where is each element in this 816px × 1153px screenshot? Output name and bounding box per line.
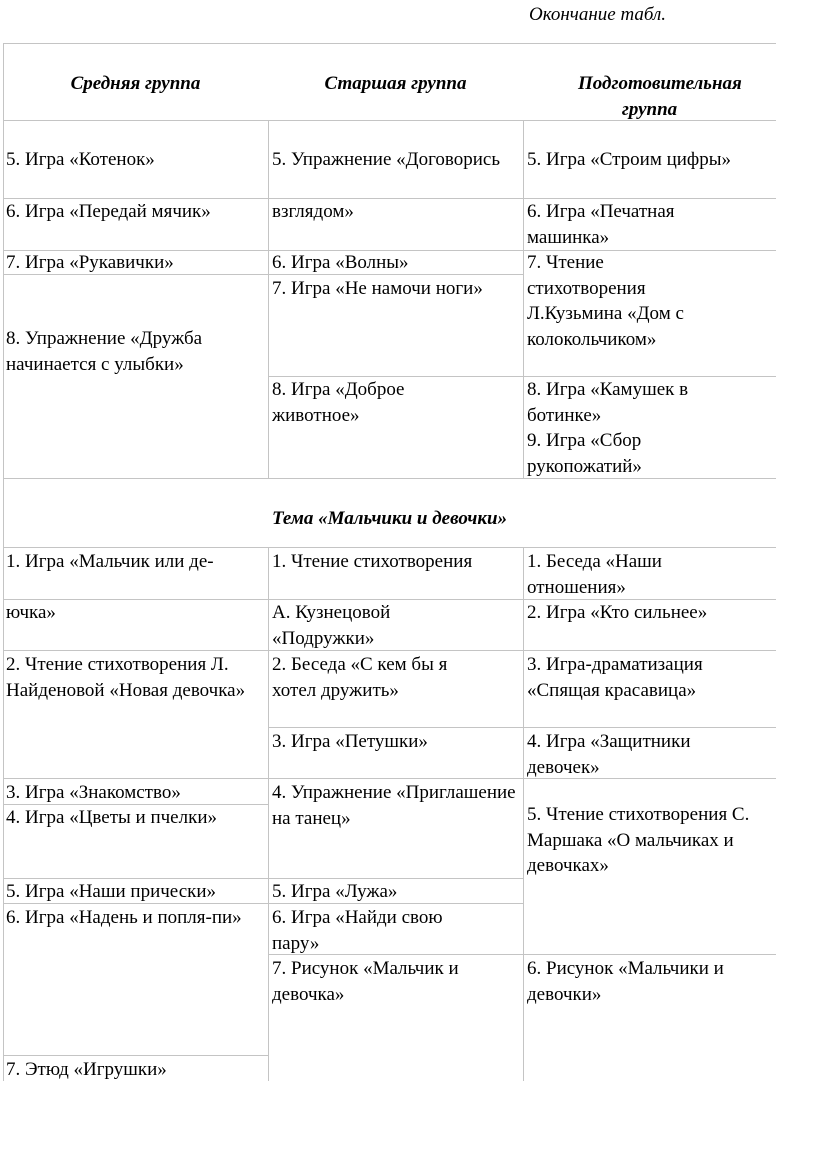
cell-text: 1. Беседа «Наши отношения»	[527, 551, 662, 598]
header-preparatory-group: Подготовительная группа	[578, 73, 742, 120]
rule	[268, 778, 523, 779]
cell-text: 3. Игра «Петушки»	[272, 731, 428, 752]
cell-text: 6. Рисунок «Мальчики и девочки»	[527, 958, 724, 1005]
cell-text: ючка»	[6, 602, 56, 623]
cell-text: 6. Игра «Печатная машинка»	[527, 201, 675, 248]
cell-text: 6. Игра «Волны»	[272, 252, 409, 273]
rule	[268, 547, 269, 1081]
cell-text: 7. Игра «Рукавички»	[6, 252, 174, 273]
cell-text: 3. Игра-драматизация «Спящая красавица»	[527, 654, 703, 701]
cell-text: 9. Игра «Сбор рукопожатий»	[527, 430, 642, 477]
cell-text: 5. Игра «Наши прически»	[6, 881, 217, 902]
cell-text: 1. Игра «Мальчик или де-	[6, 551, 214, 572]
cell-text: 4. Упражнение «Приглашение на танец»	[272, 782, 516, 829]
cell-text: А. Кузнецовой «Подружки»	[272, 602, 391, 649]
cell-text: 5. Игра «Строим цифры»	[527, 149, 732, 170]
rule	[523, 547, 524, 1081]
cell-text: 1. Чтение стихотворения	[272, 551, 473, 572]
cell-text: 6. Игра «Найди свою пару»	[272, 907, 443, 954]
cell-text: 7. Чтение стихотворения Л.Кузьмина «Дом с колокольчиком»	[527, 252, 684, 350]
header-senior-group: Старшая группа	[324, 73, 467, 94]
cell-text: 6. Игра «Надень и попля-пи»	[6, 907, 242, 928]
rule	[3, 547, 776, 548]
cell-text: 4. Игра «Цветы и пчелки»	[6, 807, 217, 828]
cell-text: 5. Чтение стихотворения С. Маршака «О мальчиках и девочках»	[527, 804, 750, 876]
rule	[3, 1055, 268, 1056]
rule	[523, 120, 524, 478]
cell-text: 8. Упражнение «Дружба начинается с улыбки»	[6, 328, 203, 375]
cell-text: 6. Игра «Передай мячик»	[6, 201, 211, 222]
cell-text: взглядом»	[272, 201, 354, 222]
theme-title: Тема «Мальчики и девочки»	[271, 508, 508, 529]
cell-text: 8. Игра «Доброе животное»	[272, 379, 405, 426]
cell-text: 7. Этюд «Игрушки»	[6, 1059, 167, 1080]
cell-text: 5. Упражнение «Договорись	[272, 149, 501, 170]
cell-text: 4. Игра «Защитники девочек»	[527, 731, 691, 778]
cell-text: 3. Игра «Знакомство»	[6, 782, 181, 803]
header-middle-group: Средняя группа	[70, 73, 201, 94]
cell-text: 5. Игра «Котенок»	[6, 149, 155, 170]
cell-text: 7. Рисунок «Мальчик и девочка»	[272, 958, 459, 1005]
cell-text: 5. Игра «Лужа»	[272, 881, 398, 902]
rule	[3, 778, 268, 779]
table-caption: Окончание табл.	[529, 4, 667, 25]
rule	[3, 43, 776, 44]
cell-text: 2. Беседа «С кем бы я хотел дружить»	[272, 654, 448, 701]
cell-text: 8. Игра «Камушек в ботинке»	[527, 379, 689, 426]
cell-text: 7. Игра «Не намочи ноги»	[272, 278, 483, 299]
rule	[3, 43, 4, 1081]
cell-text: 2. Игра «Кто сильнее»	[527, 602, 708, 623]
rule	[268, 727, 776, 728]
rule	[268, 120, 269, 478]
cell-text: 2. Чтение стихотворения Л. Найденовой «Новая девочка»	[6, 654, 246, 701]
